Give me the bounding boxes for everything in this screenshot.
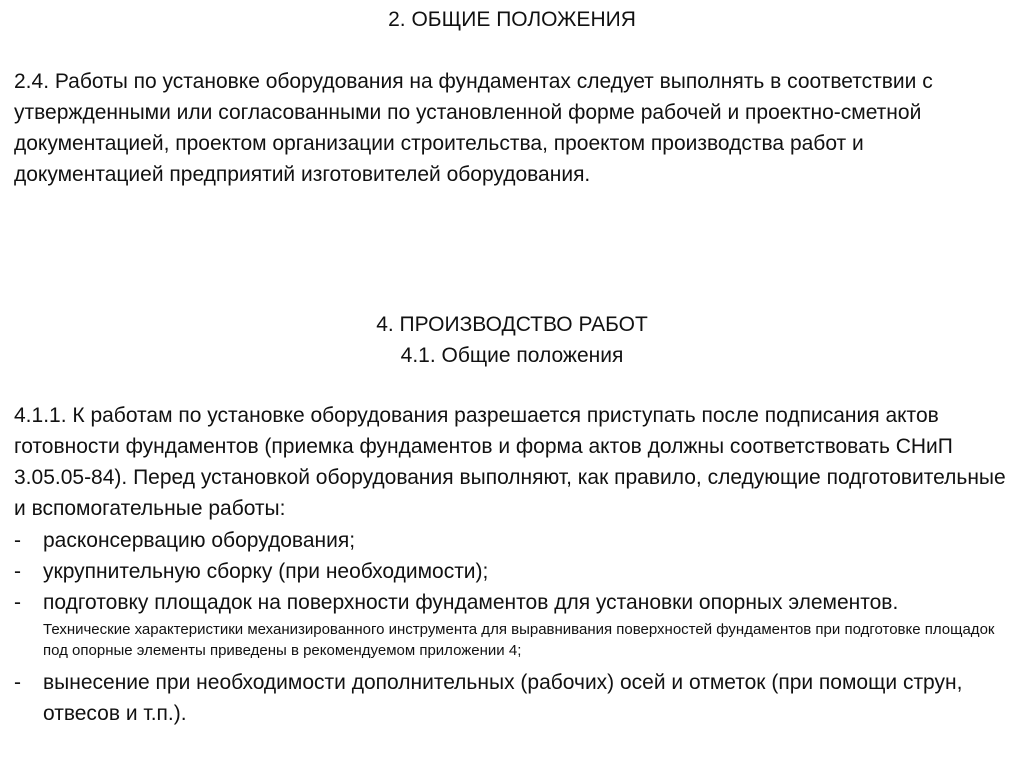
section-4-1-1-paragraph: 4.1.1. К работам по установке оборудования разрешается приступать после подписания актов готовности фундаментов (приемка фундаментов и форма актов должны соответствовать СНиП 3.05.05-84). Перед установкой оборудования выполняют, как правило, следующие подготовительные и вспомогательные работы: (14, 404, 1006, 520)
preparatory-works-list (14, 525, 1014, 729)
list-item-text: подготовку площадок на поверхности фундаментов для установки опорных элементов. (43, 591, 899, 614)
list-dash: - (14, 560, 21, 583)
section-4-title: 4. ПРОИЗВОДСТВО РАБОТ (376, 313, 648, 336)
list-item-text: расконсервацию оборудования; (43, 529, 356, 552)
list-item (14, 667, 1014, 729)
list-item (14, 525, 1014, 556)
list-item-text: укрупнительную сборку (при необходимости); (43, 560, 489, 583)
list-dash: - (14, 591, 21, 614)
list-item-text: вынесение при необходимости дополнительных (рабочих) осей и отметок (при помощи струн, отвесов и т.п.). (43, 671, 963, 725)
list-item-note: Технические характеристики механизированного инструмента для выравнивания поверхностей фундаментов при подготовке площадок под опорные элементы приведены в рекомендуемом приложении 4; (43, 621, 995, 659)
list-dash: - (14, 529, 21, 552)
list-item-body (43, 587, 1014, 667)
list-dash: - (14, 671, 21, 694)
section-2-title: 2. ОБЩИЕ ПОЛОЖЕНИЯ (388, 8, 636, 31)
section-4-1-subtitle: 4.1. Общие положения (400, 344, 624, 367)
list-item (14, 556, 1014, 587)
section-2-paragraph: 2.4. Работы по установке оборудования на фундаментах следует выполнять в соответствии с утвержденными или согласованными по установленной форме рабочей и проектно-сметной документацией, проектом организации строительства, проектом производства работ и документацией предприятий изготовителей оборудования. (14, 70, 933, 186)
list-item (14, 587, 1014, 667)
